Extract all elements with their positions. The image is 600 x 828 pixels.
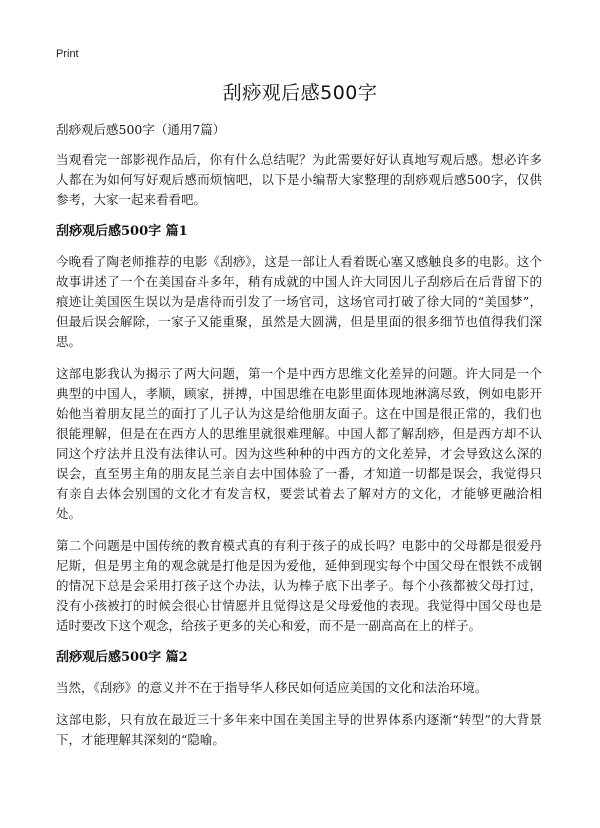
intro-paragraph: 当观看完一部影视作品后，你有什么总结呢？为此需要好好认真地写观后感。想必许多人都在为如何写好观后感而烦恼吧，以下是小编帮大家整理的刮痧观后感500字，仅供参考，大家一起来看看吧。 — [56, 152, 542, 207]
print-link[interactable]: Print — [56, 48, 79, 60]
article-subtitle: 刮痧观后感500字（通用7篇） — [56, 122, 226, 137]
section-1-paragraph-2: 这部电影我认为揭示了两大问题，第一个是中西方思维文化差异的问题。许大同是一个典型的中国人，孝顺，顾家，拼搏，中国思维在电影里面体现地淋漓尽致，例如电影开始他当着朋友昆兰的面打了儿子认为这是给他朋友面子。这在中国是很正常的，我们也很能理解，但是在在西方人的思维里就很难理解。中国人都了解刮痧，但是西方却不认同这个疗法并且没有法律认可。因为这些种种的中西方的文化差异，才会导致这么深的误会，直至男主角的朋友昆兰亲自去中国体验了一番，才知道一切都是误会，我觉得只有亲自去体会别国的文化才有发言权，要尝试着去了解对方的文化，才能够更融洽相处。 — [56, 366, 542, 521]
page-title: 刮痧观后感500字 — [222, 82, 378, 104]
article-body — [56, 120, 542, 762]
section-1-paragraph-1: 今晚看了陶老师推荐的电影《刮痧》，这是一部让人看着既心塞又感触良多的电影。这个故事讲述了一个在美国奋斗多年，稍有成就的中国人许大同因儿子刮痧后在后背留下的痕迹让美国医生误以为是虐待而引发了一场官司，这场官司打破了徐大同的“美国梦”，但最后误会解除，一家子又能重聚，虽然是大圆满，但是里面的很多细节也值得我们深思。 — [56, 254, 542, 349]
section-2-paragraph-1: 当然，《刮痧》的意义并不在于指导华人移民如何适应美国的文化和法治环境。 — [56, 680, 488, 695]
section-1-paragraph-3: 第二个问题是中国传统的教育模式真的有利于孩子的成长吗？电影中的父母都是很爱丹尼斯，但是男主角的观念就是打他是因为爱他，延伸到现实每个中国父母在恨铁不成钢的情况下总是会采用打孩子这个办法，认为棒子底下出孝子。每个小孩都被父母打过，没有小孩被打的时候会很心甘情愿并且觉得这是父母爱他的表现。我觉得中国父母也是适时要改下这个观念，给孩子更多的关心和爱，而不是一副高高在上的样子。 — [56, 538, 542, 633]
section-heading-1: 刮痧观后感500字 篇1 — [56, 224, 188, 239]
section-heading-2: 刮痧观后感500字 篇2 — [56, 650, 188, 665]
section-2-paragraph-2: 这部电影，只有放在最近三十多年来中国在美国主导的世界体系内逐渐“转型”的大背景下，才能理解其深刻的“隐喻。 — [56, 712, 542, 747]
